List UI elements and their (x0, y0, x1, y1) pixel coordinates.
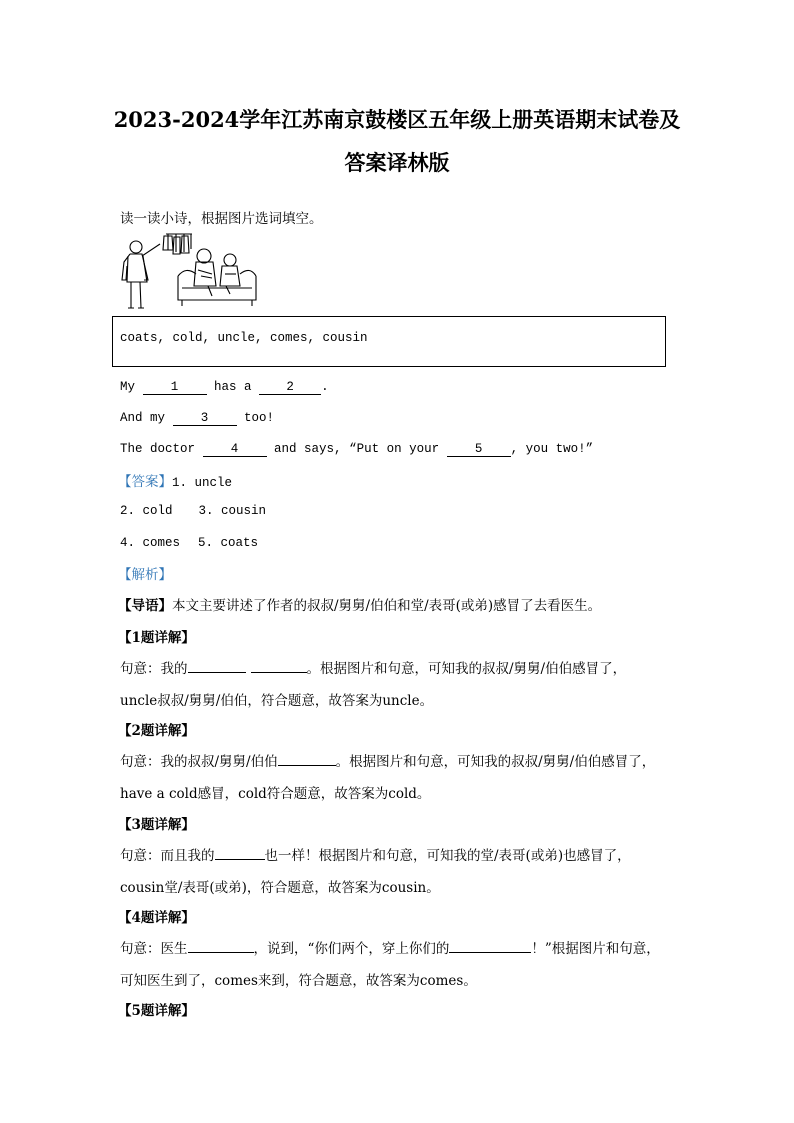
detail-2-line-2: have a cold感冒，cold符合题意，故答案为cold。 (120, 786, 431, 802)
poem-text: My (120, 380, 136, 394)
answer-4: 4. comes (120, 536, 181, 550)
blank-4: 4 (203, 443, 267, 457)
detail-4-label: 【4题详解】 (118, 910, 195, 926)
blank-line (188, 660, 246, 673)
word-bank: coats, cold, uncle, comes, cousin (120, 331, 368, 345)
detail-4-line-1 (120, 937, 660, 957)
answer-label: 【答案】 (118, 474, 172, 490)
blank-5: 5 (447, 443, 511, 457)
blank-line (215, 847, 265, 860)
blank-3: 3 (173, 412, 237, 426)
detail-text: 句意：而且我的 (120, 848, 215, 864)
blank-line (188, 940, 254, 953)
poem-text: And my (120, 411, 166, 425)
instruction: 读一读小诗，根据图片选词填空。 (120, 211, 323, 227)
detail-text: 。根据图片和句意，可知我的叔叔/舅舅/伯伯感冒了， (335, 754, 656, 770)
answer-1: 1. uncle (172, 476, 233, 490)
poem-line-3 (120, 442, 593, 457)
poem-text: has a (214, 380, 252, 394)
detail-text: ！”根据图片和句意， (531, 941, 660, 957)
poem-text: . (321, 380, 329, 394)
analysis-label: 【解析】 (118, 567, 172, 583)
word-bank-box (112, 316, 666, 367)
illustration-doctor-patients (116, 232, 258, 312)
detail-3-label: 【3题详解】 (118, 817, 195, 833)
poem-text: “Put on your (349, 442, 440, 456)
detail-text: 句意：我的叔叔/舅舅/伯伯 (120, 754, 278, 770)
blank-1: 1 (143, 381, 207, 395)
poem-line-1 (120, 380, 329, 395)
answer-row-1 (118, 470, 232, 490)
intro-label: 【导语】 (118, 598, 172, 614)
title-line-2: 答案译林版 (344, 150, 450, 175)
intro-text: 本文主要讲述了作者的叔叔/舅舅/伯伯和堂/表哥(或弟)感冒了去看医生。 (172, 598, 602, 614)
answer-3: 3. cousin (198, 504, 267, 518)
answer-2: 2. cold (120, 504, 173, 518)
detail-text: 句意：我的 (120, 661, 188, 677)
detail-text: ，说到，“你们两个，穿上你们的 (253, 941, 450, 957)
detail-text: 也一样！根据图片和句意，可知我的堂/表哥(或弟)也感冒了， (264, 848, 631, 864)
detail-2-label: 【2题详解】 (118, 723, 195, 739)
answer-row-3 (120, 536, 258, 550)
answer-row-2 (120, 504, 266, 518)
answer-5: 5. coats (198, 536, 259, 550)
detail-1-label: 【1题详解】 (118, 630, 195, 646)
poem-text: and says, (274, 442, 342, 456)
detail-3-line-1 (120, 844, 631, 864)
detail-1-line-1 (120, 657, 626, 677)
intro (118, 594, 601, 614)
blank-line (251, 660, 307, 673)
detail-text: 句意：医生 (120, 941, 188, 957)
poem-text: , you two!” (510, 442, 594, 456)
detail-3-line-2: cousin堂/表哥(或弟)，符合题意，故答案为cousin。 (120, 880, 440, 896)
blank-line (449, 940, 531, 953)
poem-line-2 (120, 411, 274, 426)
poem-text: The doctor (120, 442, 196, 456)
blank-2: 2 (259, 381, 321, 395)
blank-line (278, 753, 336, 766)
detail-5-label: 【5题详解】 (118, 1003, 195, 1019)
detail-1-line-2: uncle叔叔/舅舅/伯伯，符合题意，故答案为uncle。 (120, 693, 434, 709)
detail-text: 。根据图片和句意，可知我的叔叔/舅舅/伯伯感冒了， (306, 661, 627, 677)
detail-2-line-1 (120, 750, 655, 770)
detail-4-line-2: 可知医生到了，comes来到，符合题意，故答案为comes。 (120, 973, 477, 989)
poem-text: too! (244, 411, 275, 425)
title-line-1: 2023-2024学年江苏南京鼓楼区五年级上册英语期末试卷及 (113, 107, 681, 132)
